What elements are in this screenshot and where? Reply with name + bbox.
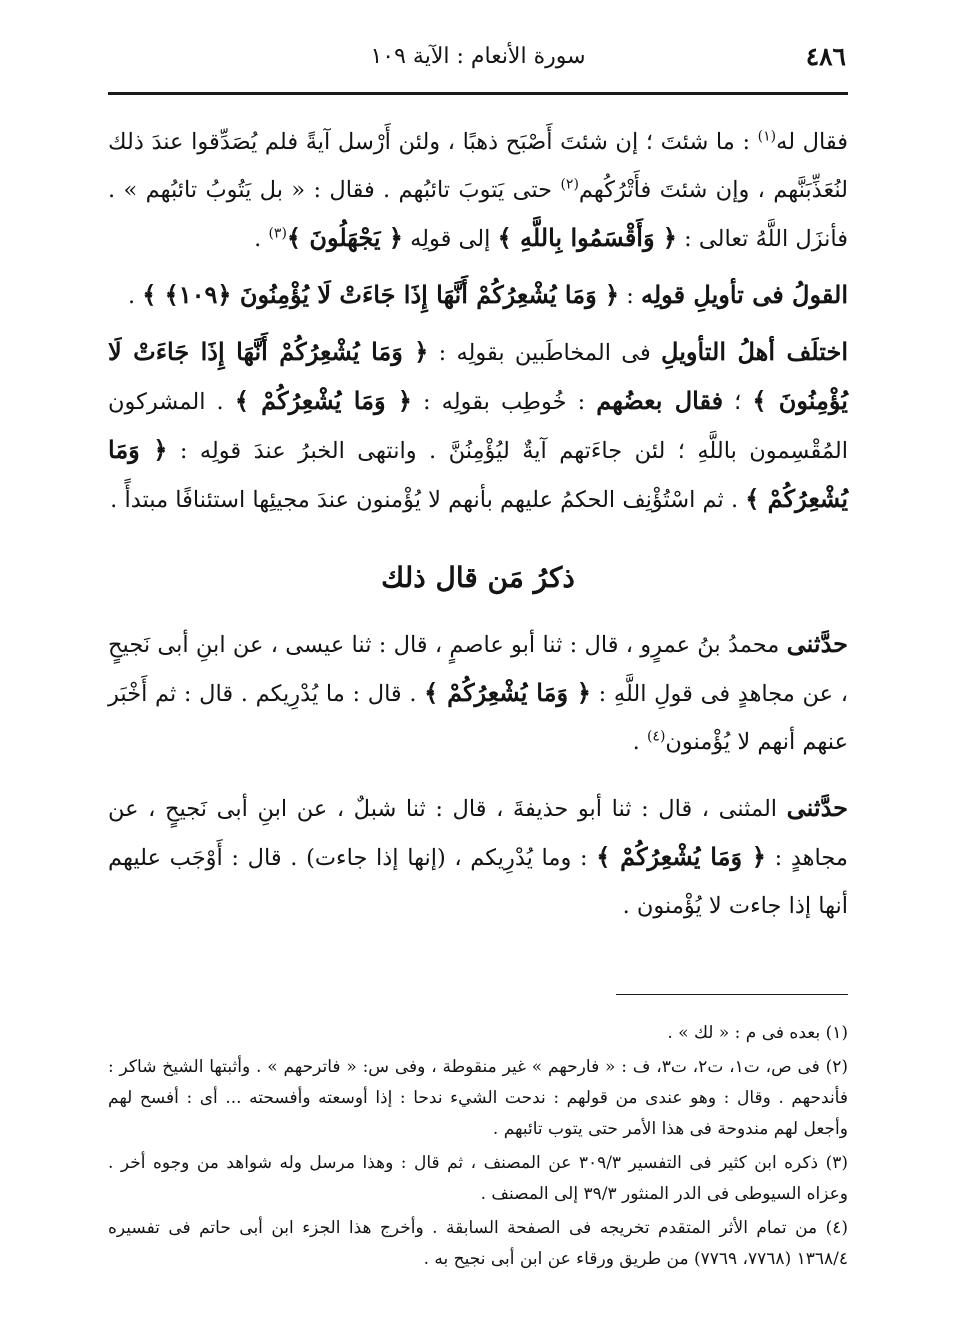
- lead-phrase: حدَّثنى: [786, 629, 848, 658]
- text: : وما يُدْرِيكم ، (إنها إذا جاءت) . قال : أَوْجَب عليهم أنها إذا جاءت لا يُؤْمنون .: [108, 845, 848, 919]
- body-text: [108, 118, 848, 930]
- text: : ما شئتَ ؛ إن شئتَ أَصْبَح ذهبًا ، ولئن أَرْسل آيةً فلم يُصَدِّقوا عندَ ذلك لنُعَذِّبَنَّهم ، وإن شئتَ فأَتْرُكُهم: [108, 129, 848, 203]
- paragraph-3: [108, 328, 848, 524]
- footnote-ref-2: (٢): [560, 176, 579, 193]
- text: المثنى ، قال : ثنا أبو حذيفةَ ، قال : ثنا شبلٌ ، عن ابنِ أبى نَجيحٍ ، عن مجاهدٍ :: [108, 796, 848, 871]
- text: فى المخاطَبين بقولِه :: [428, 340, 662, 366]
- text: . ثم اسْتُؤْنِف الحكمُ عليهم بأنهم لا يُؤْمنون عندَ مجيئِها استئنافًا مبتدأً .: [110, 487, 746, 513]
- page-number: ٤٨٦: [805, 42, 846, 71]
- running-head: سورة الأنعام : الآية ١٠٩: [370, 44, 586, 69]
- text: ؛: [723, 389, 753, 415]
- text: . قال : ما يُدْرِيكم . قال : ثم أَخْبَر عنهم أنهم لا يُؤْمنون: [108, 681, 848, 755]
- spacer: [108, 766, 848, 784]
- footnote-4: (٤) من تمام الأثر المتقدم تخريجه فى الصفحة السابقة . وأخرج هذا الجزء ابن أبى حاتم فى تفسيره ١٣٦٨/٤ (٧٧٦٨، ٧٧٦٩) من طريق ورقاء عن ابن أبى نجيح به .: [108, 1218, 848, 1269]
- spacer: [108, 263, 848, 271]
- section-heading: ذكرُ مَن قال ذلك: [381, 561, 575, 594]
- paragraph-5: [108, 784, 848, 930]
- quran-quote: ﴿ وَمَا يُشْعِرُكُمْ ﴾: [108, 435, 848, 513]
- spacer: [108, 320, 848, 328]
- footnote-3: (٣) ذكره ابن كثير فى التفسير ٣٠٩/٣ عن المصنف ، ثم قال : وهذا مرسل وله شواهد من وجوه أخر . وعزاه السيوطى فى الدر المنثور ٣٩/٣ إلى المصنف .: [108, 1153, 848, 1204]
- lead-phrase: فقال بعضُهم: [596, 386, 724, 415]
- text: .: [632, 729, 647, 755]
- lead-phrase: اختلَف أهلُ التأويلِ: [661, 337, 848, 366]
- text: فقال له: [776, 129, 848, 155]
- text: : خُوطِب بقولِه :: [411, 389, 597, 415]
- quran-quote: ﴿ وَمَا يُشْعِرُكُمْ ﴾: [596, 842, 766, 871]
- spacer: [108, 524, 848, 554]
- text: .: [127, 283, 143, 309]
- lead-phrase: القولُ فى تأويلِ قولِه: [641, 280, 848, 309]
- quran-quote: ﴿ وَأَقْسَمُوا بِاللَّهِ ﴾: [497, 223, 677, 252]
- text: . المشركون المُقْسِمون باللَّهِ ؛ لئن جاءَتهم آيةٌ ليُؤْمِنُنَّ . وانتهى الخبرُ عندَ قولِه :: [108, 389, 848, 464]
- quran-quote: ﴿ وَمَا يُشْعِرُكُمْ أَنَّهَا إِذَا جَاءَتْ لَا يُؤْمِنُونَ ﴾: [108, 337, 848, 415]
- footnote-ref-3: (٣): [268, 225, 287, 242]
- quran-quote: ﴿ وَمَا يُشْعِرُكُمْ ﴾: [424, 678, 591, 707]
- text: إلى قولِه: [402, 226, 498, 252]
- page-header: [108, 42, 848, 86]
- footnotes: [108, 1018, 848, 1278]
- lead-phrase: حدَّثنى: [786, 793, 848, 822]
- header-rule: [108, 92, 848, 95]
- footnote-ref-1: (١): [757, 128, 777, 145]
- text: .: [254, 226, 269, 252]
- paragraph-4: [108, 620, 848, 766]
- quran-quote: ﴿ وَمَا يُشْعِرُكُمْ ﴾: [234, 386, 412, 415]
- footnote-rule: [616, 994, 848, 995]
- footnote-2: (٢) فى ص، ت١، ت٢، ت٣، ف : « فارحهم » غير منقوطة ، وفى س: « فاترحهم » . وأثبتها الشيخ شاكر : فأندحهم . وقال : وهو عندى من قولهم : ندحت الشيء ندحا : إذا أوسعته وأفسحته ... أى : أفسح لهم وأجعل لهم مندوحة فى هذا الأمر حتى يتوب تائبهم .: [108, 1057, 848, 1139]
- paragraph-1: [108, 118, 848, 263]
- quran-quote: ﴿ يَجْهَلُونَ ﴾: [286, 223, 403, 252]
- paragraph-2: [108, 271, 848, 320]
- spacer: [108, 602, 848, 620]
- text: محمدُ بنُ عمرٍو ، قال : ثنا أبو عاصمٍ ، قال : ثنا عيسى ، عن ابنِ أبى نَجيحٍ ، عن مجاهدٍ فى قولِ اللَّهِ :: [108, 632, 849, 707]
- quran-quote: ﴿ وَمَا يُشْعِرُكُمْ أَنَّهَا إِذَا جَاءَتْ لَا يُؤْمِنُونَ ﴿١٠٩﴾ ﴾: [142, 280, 620, 309]
- text: :: [619, 283, 641, 309]
- text: حتى يَتوبَ تائبُهم . فقال : « بل يَتُوبُ تائبُهم » . فأنزَل اللَّهُ تعالى :: [108, 177, 848, 252]
- footnote-1: (١) بعده فى م : « لك » .: [667, 1023, 848, 1043]
- footnote-ref-4: (٤): [646, 728, 666, 745]
